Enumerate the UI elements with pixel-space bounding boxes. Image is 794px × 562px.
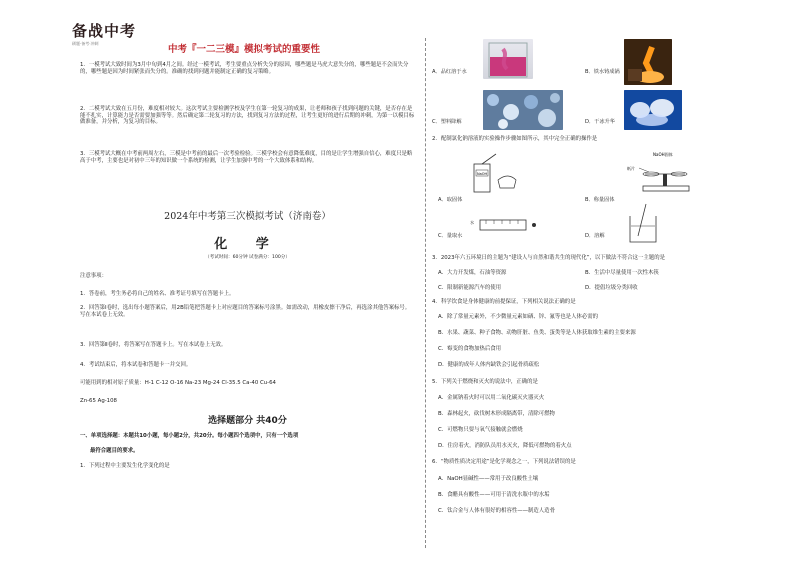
q3-stem: 3．2023年六五环境日的主题为“建设人与自然和谐共生的现代化”，以下做法不符合这一主题的是 [432, 255, 665, 261]
q1-option-c-label: C．塑料降解 [432, 119, 462, 125]
q6-stem: 6．“物质性质决定用途”是化学观念之一，下列说法错误的是 [432, 459, 576, 465]
naoh-label: NaOH [477, 172, 488, 176]
q1-stem: 1．下列过程中主要发生化学变化的是 [80, 463, 170, 469]
atomic-masses-line1: 可能用到的相对原子质量：H-1 C-12 O-16 Na-23 Mg-24 Cl-35.5 Ca-40 Cu-64 [80, 380, 276, 386]
q6-option-c: C．钛合金与人体有很好的相容性——制造人造骨 [438, 508, 555, 514]
q6-option-b: B．食醋具有酸性——可用于清洗水瓶中的水垢 [438, 492, 550, 498]
dissolve-illustration [624, 202, 664, 244]
exam-title: 2024年中考第三次模拟考试（济南卷） [164, 211, 331, 222]
q5-option-c: C．可燃物只要与氧气接触就会燃烧 [438, 427, 523, 433]
q1-image-c-plastic [483, 90, 563, 130]
q4-option-d: D．健康的成年人体内缺铁会引起骨质疏松 [438, 362, 540, 368]
brand-logo [72, 20, 158, 48]
q2-option-d-label: D．溶解 [585, 233, 605, 239]
water-label: 水 [470, 220, 474, 225]
intro-paragraph-3: 3．三模考试大概在中考前两周左右，三模是中考前的最后一次考验检验。三模学校会有意降低难度，目的是让学生增强自信心，难度只是略高于中考，主要也是对初中三年的知识做一个系统的检测，让学生加强中考的一个大致体系和结构。 [80, 151, 413, 164]
molten-iron-illustration [624, 39, 672, 85]
q5-stem: 5．下列关于燃烧和灭火的说法中，正确的是 [432, 379, 538, 385]
q4-option-b: B．水果、蔬菜、种子食物、动物肝脏、鱼类、蛋类等是人体获取维生素的主要来源 [438, 330, 636, 336]
q1-image-a-beaker [483, 39, 533, 79]
section-title: 选择题部分 共40分 [208, 416, 287, 426]
q6-option-a: A．NaOH显碱性——常用于改良酸性土壤 [438, 476, 539, 482]
notice-title: 注意事项： [80, 273, 107, 279]
notice-2: 2．回答第Ⅰ卷时，选出每小题答案后，用2B铅笔把答题卡上对应题目的答案标号涂黑。如需改动，用橡皮擦干净后，再选涂其他答案标号。写在本试卷上无效。 [80, 305, 411, 318]
q1-image-d-dry-ice [624, 90, 682, 130]
notice-1: 1．答卷前，考生务必将自己的姓名、准考证号填写在答题卡上。 [80, 291, 235, 297]
q1-option-d-label: D．干冰升华 [585, 119, 615, 125]
logo-tagline: 刷题·备考·冲刺 [72, 41, 99, 46]
q1-option-a-label: A．品红溶于水 [432, 69, 467, 75]
section-instruction-2: 最符合题目的要求。 [90, 448, 139, 454]
q5-option-a: A．金属钠着火时可以用二氧化碳灭火器灭火 [438, 395, 545, 401]
beaker-illustration [483, 39, 533, 79]
atomic-masses-line2: Zn-65 Ag-108 [80, 398, 117, 404]
subject-title: 化 学 [214, 237, 281, 252]
scale-illustration [625, 148, 700, 194]
take-solid-illustration [468, 150, 528, 195]
exam-meta: （考试时间：60分钟 试卷满分：100分） [205, 255, 290, 260]
q1-image-b-molten-iron [624, 39, 672, 85]
q2-option-b-label: B．称量固体 [585, 197, 615, 203]
q2-figure-c [468, 208, 538, 242]
section-instruction-1: 一、单项选择题：本题共10小题，每小题2分，共20分。每小题四个选项中，只有一个选项 [80, 433, 299, 439]
q4-option-c: C．霉变的食物加热后食用 [438, 346, 502, 352]
naoh-solid-label: NaOH固体 [653, 152, 673, 157]
q2-option-a-label: A．取固体 [438, 197, 463, 203]
q2-option-c-label: C．量取水 [438, 233, 463, 239]
banner-title: 中考『一二三模』模拟考试的重要性 [168, 44, 321, 55]
q2-figure-d [624, 202, 664, 244]
q5-option-b: B．森林起火，砍伐树木形成隔离带，清除可燃物 [438, 411, 555, 417]
q1-option-b-label: B．铁水铸成锅 [585, 69, 620, 75]
intro-paragraph-2: 2．二模考试大致在五月份，难度相对较大。这次考试主要检测学校及学生在第一轮复习的成果，让老师和孩子找到问题的关键，是否存在是能不扎实，计算能力是否需要加强等等。然后确定第二轮复习的方法，找到复习方法的过程，让考生更好的进行后期的冲刺，为第一以模目标做准备，并分析，为复习的目标。 [80, 106, 415, 126]
notice-4: 4．考试结束后，将本试卷和答题卡一并交回。 [80, 362, 192, 368]
q3-option-b: B．生活中尽量使用一次性木筷 [585, 270, 659, 276]
paper-label: 纸片 [627, 166, 635, 171]
column-divider [425, 38, 426, 548]
q2-figure-a [468, 150, 528, 195]
q3-option-d: D．提倡垃圾分类回收 [585, 285, 638, 291]
q4-option-a: A．除了常量元素外，不少微量元素如硒、锌、氟等也是人体必需的 [438, 314, 599, 320]
intro-paragraph-1: 1．一模考试大致时间为3月中旬到4月之间。经过一模考试，考生要重点分析失分的原因，哪些题是马虎大意失分的，哪些题是不会而失分的，哪些题是因为时间紧张而失分的。准确的找到问题并能制定正确的复习策略。 [80, 62, 409, 75]
notice-3: 3．回答第Ⅱ卷时，将答案写在答题卡上。写在本试卷上无效。 [80, 342, 227, 348]
measure-water-illustration [468, 208, 538, 242]
q4-stem: 4．科学饮食是身体健康的前提保证，下列相关说法正确的是 [432, 299, 576, 305]
dry-ice-illustration [624, 90, 682, 130]
q3-option-c: C．限制新能源汽车的使用 [438, 285, 502, 291]
q5-option-d: D．住房着火，消防队员用水灭火，降低可燃物的着火点 [438, 443, 572, 449]
q3-option-a: A．大力开发煤，石油等资源 [438, 270, 507, 276]
plastic-waste-illustration [483, 90, 563, 130]
q2-figure-b [625, 148, 700, 194]
logo-text: 备战中考 [72, 22, 137, 40]
q2-stem: 2．配制氯化钠溶液的实验操作步骤如图所示，其中完全正确的操作是 [432, 136, 598, 142]
